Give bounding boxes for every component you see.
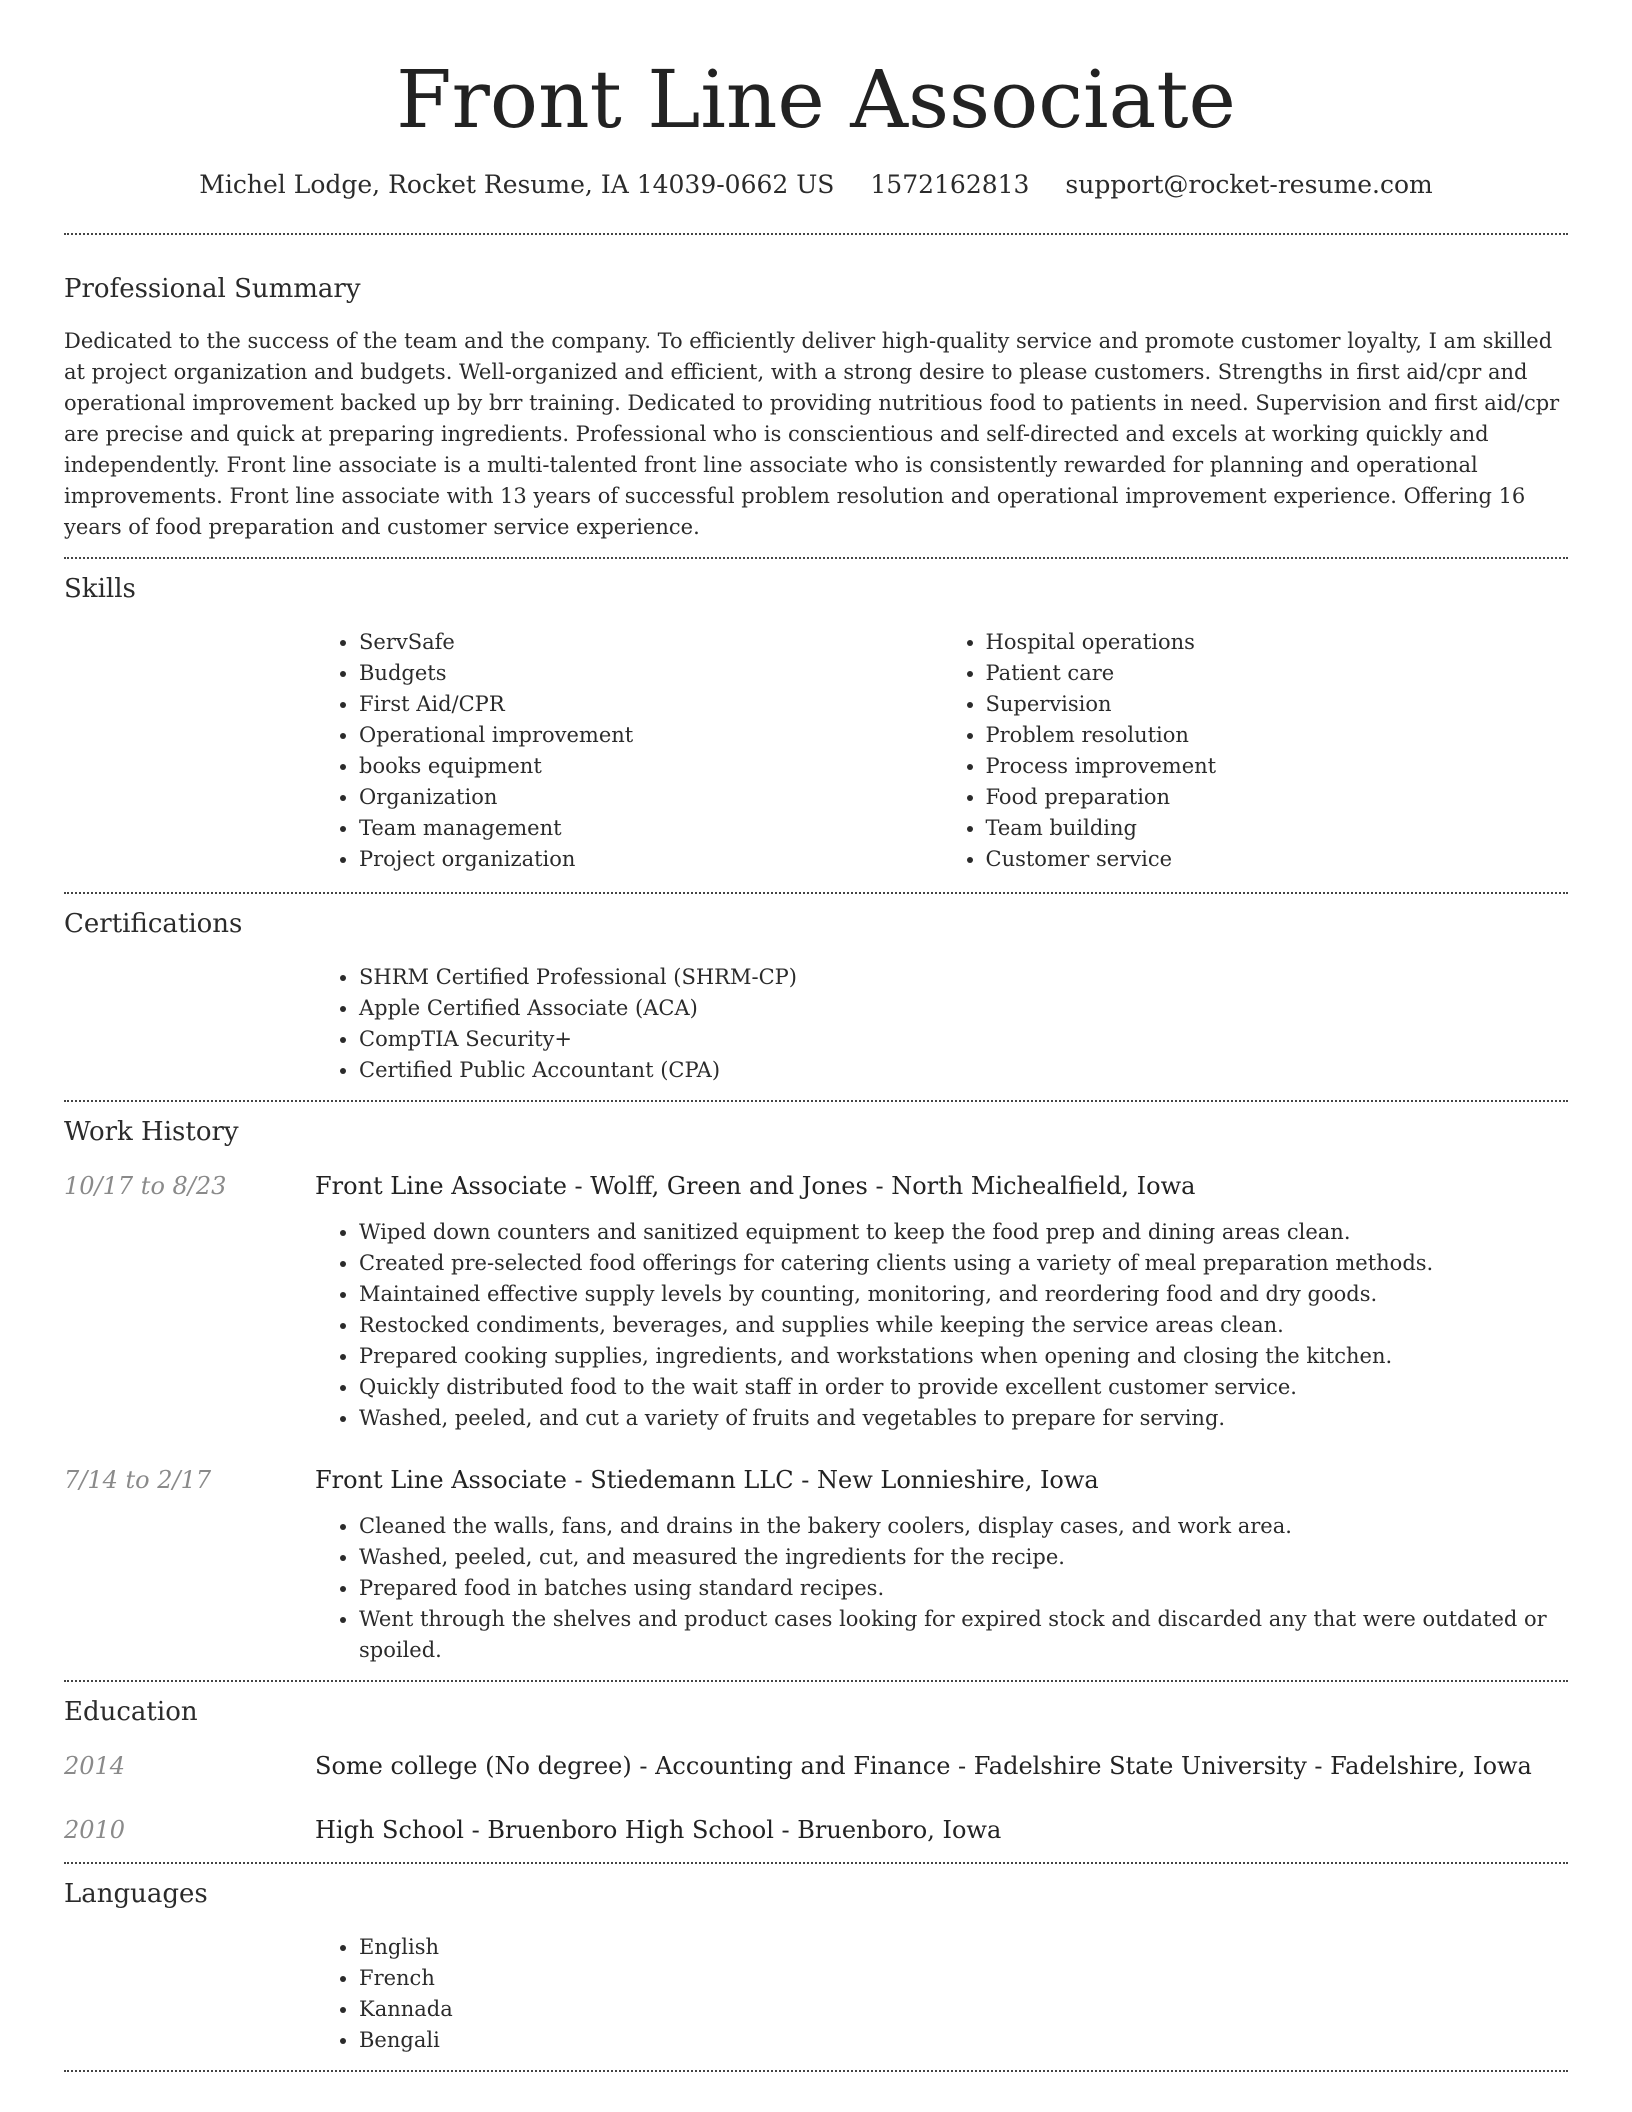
education-title: Some college (No degree) - Accounting and Finance - Fadelshire State University - Fadelshire, Iowa <box>315 1752 1532 1780</box>
list-item: • Apple Certified Associate (ACA) <box>359 993 1568 1024</box>
section-heading-education: Education <box>64 1697 198 1727</box>
section-heading-skills: Skills <box>64 574 136 604</box>
list-item: • Team building <box>986 813 1569 844</box>
job-entry <box>64 1466 1568 1666</box>
section-heading-certifications: Certifications <box>64 909 243 939</box>
education-year: 2014 <box>64 1752 126 1780</box>
list-item: • First Aid/CPR <box>359 689 942 720</box>
list-item: • Supervision <box>986 689 1569 720</box>
list-item: • Wiped down counters and sanitized equipment to keep the food prep and dining areas clean. <box>359 1217 1568 1248</box>
list-item: • CompTIA Security+ <box>359 1024 1568 1055</box>
section-heading-languages: Languages <box>64 1879 208 1909</box>
contact-phone: 1572162813 <box>870 170 1030 199</box>
list-item: • Created pre-selected food offerings for catering clients using a variety of meal preparation methods. <box>359 1248 1568 1279</box>
list-item: • Certified Public Accountant (CPA) <box>359 1055 1568 1086</box>
list-item: • Budgets <box>359 658 942 689</box>
contact-email: support@rocket-resume.com <box>1065 170 1433 199</box>
list-item: • Project organization <box>359 844 942 875</box>
list-item: • Bengali <box>359 2025 1568 2056</box>
job-bullets <box>315 1511 1568 1666</box>
list-item: • Prepared cooking supplies, ingredients, and workstations when opening and closing the kitchen. <box>359 1341 1568 1372</box>
certifications-section <box>64 894 1568 1086</box>
list-item: • Cleaned the walls, fans, and drains in the bakery coolers, display cases, and work area. <box>359 1511 1568 1542</box>
list-item: • English <box>359 1932 1568 1963</box>
contact-line <box>64 170 1568 199</box>
section-heading-work: Work History <box>64 1117 239 1147</box>
summary-section <box>64 235 1568 543</box>
section-heading-summary: Professional Summary <box>64 274 361 304</box>
contact-address: Michel Lodge, Rocket Resume, IA 14039-0662 US <box>199 170 835 199</box>
education-section <box>64 1682 1568 1844</box>
certifications-list <box>315 962 1568 1086</box>
resume-title: Front Line Associate <box>396 53 1236 146</box>
list-item: • SHRM Certified Professional (SHRM-CP) <box>359 962 1568 993</box>
job-dates: 10/17 to 8/23 <box>64 1172 227 1200</box>
education-entry <box>64 1816 1568 1844</box>
list-item: • Kannada <box>359 1994 1568 2025</box>
list-item: • Washed, peeled, cut, and measured the ingredients for the recipe. <box>359 1542 1568 1573</box>
list-item: • Washed, peeled, and cut a variety of fruits and vegetables to prepare for serving. <box>359 1403 1568 1434</box>
summary-text: Dedicated to the success of the team and the company. To efficiently deliver high-quality service and promote customer loyalty, I am skilled at project organization and budgets. Well-organized and efficient, with a strong desire to please customers. Strengths in first aid/cpr and operational improvement backed up by brr training. Dedicated to providing nutritious food to patients in need. Supervision and first aid/cpr are precise and quick at preparing ingredients. Professional who is conscientious and self-directed and excels at working quickly and independently. Front line associate is a multi-talented front line associate who is consistently rewarded for planning and operational improvements. Front line associate with 13 years of successful problem resolution and operational improvement experience. Offering 16 years of food preparation and customer service experience. <box>64 329 1560 539</box>
job-header <box>64 1172 1568 1200</box>
languages-section <box>64 1864 1568 2056</box>
job-entry <box>64 1172 1568 1434</box>
job-dates: 7/14 to 2/17 <box>64 1466 212 1494</box>
job-header <box>64 1466 1568 1494</box>
list-item: • Team management <box>359 813 942 844</box>
list-item: • books equipment <box>359 751 942 782</box>
list-item: • ServSafe <box>359 627 942 658</box>
languages-list <box>315 1932 1568 2056</box>
list-item: • Operational improvement <box>359 720 942 751</box>
list-item: • Process improvement <box>986 751 1569 782</box>
list-item: • Hospital operations <box>986 627 1569 658</box>
list-item: • Food preparation <box>986 782 1569 813</box>
skills-list-right <box>942 627 1569 875</box>
list-item: • Patient care <box>986 658 1569 689</box>
job-title: Front Line Associate - Stiedemann LLC - New Lonnieshire, Iowa <box>315 1466 1099 1494</box>
list-item: • Maintained effective supply levels by counting, monitoring, and reordering food and dry goods. <box>359 1279 1568 1310</box>
skills-columns <box>315 627 1568 875</box>
section-divider <box>64 2070 1568 2072</box>
list-item: • Quickly distributed food to the wait staff in order to provide excellent customer service. <box>359 1372 1568 1403</box>
list-item: • Organization <box>359 782 942 813</box>
list-item: • Prepared food in batches using standard recipes. <box>359 1573 1568 1604</box>
skills-section <box>64 559 1568 875</box>
education-year: 2010 <box>64 1816 126 1844</box>
education-entry <box>64 1752 1568 1780</box>
list-item: • Customer service <box>986 844 1569 875</box>
list-item: • French <box>359 1963 1568 1994</box>
job-title: Front Line Associate - Wolff, Green and Jones - North Michealfield, Iowa <box>315 1172 1196 1200</box>
work-section <box>64 1102 1568 1666</box>
job-bullets <box>315 1217 1568 1434</box>
list-item: • Restocked condiments, beverages, and supplies while keeping the service areas clean. <box>359 1310 1568 1341</box>
list-item: • Problem resolution <box>986 720 1569 751</box>
education-title: High School - Bruenboro High School - Bruenboro, Iowa <box>315 1816 1002 1844</box>
list-item: • Went through the shelves and product cases looking for expired stock and discarded any that were outdated or spoiled. <box>359 1604 1568 1666</box>
skills-list-left <box>315 627 942 875</box>
